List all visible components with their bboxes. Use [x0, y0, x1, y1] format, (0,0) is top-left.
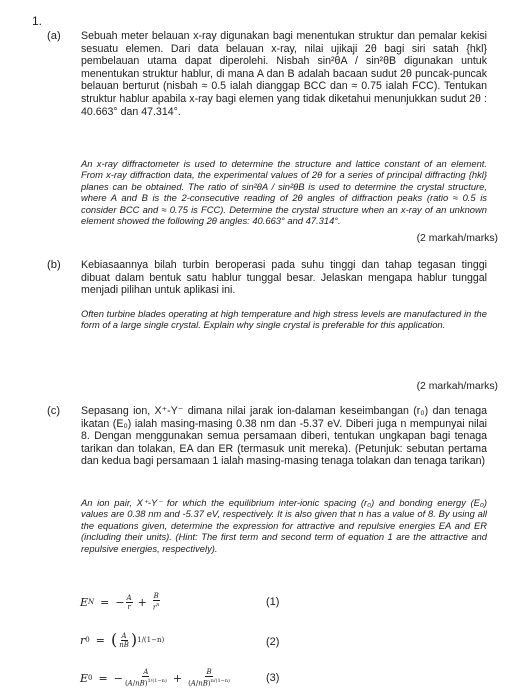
equation-3-number: (3) — [266, 672, 280, 684]
question-number: 1. — [32, 14, 43, 28]
part-b-marks: (2 markah/marks) — [416, 381, 498, 392]
part-b-malay-text: Kebiasaannya bilah turbin beroperasi pada suhu tinggi dan tahap tegasan tinggi dibuat dalam bentuk satu hablur tunggal besar. Jelaskan mengapa hablur tunggal menjadi pilihan untuk aplikasi ini. — [81, 259, 487, 297]
part-a-malay-text: Sebuah meter belauan x-ray digunakan bagi menentukan struktur dan pemalar kekisi sesuatu elemen. Dari data belauan x-ray, nilai ujikaji 2θ bagi siri satah {hkl} pembelauan utama dapat diperolehi. Nisbah sin²θA / sin²θB digunakan untuk menentukan struktur hablur, di mana A dan B adalah bacaan sudut 2θ puncak-puncak belauan berturut (nisbah ≈ 0.5 ialah dianggap BCC dan ≈ 0.75 ialah FCC). Tentukan struktur hablur apabila x-ray bagi elemen yang tidak diketahui menunjukkan sudut 2θ : 40.663° dan 47.314°. — [81, 30, 487, 118]
equation-1-number: (1) — [266, 596, 280, 608]
part-c-english-text: An ion pair, X⁺-Y⁻ for which the equilibrium inter-ionic spacing (r₀) and bonding energy (E₀) values are 0.38 nm and -5.37 eV, respectively. It is also given that n has a value of 8. By using all the equations given, determine the expression for attractive and repulsive energies EA and ER (including their units). (Hint: The first term and second term of equation 1 are the attractive and repulsive energies, respectively). — [81, 497, 487, 554]
part-a-label: (a) — [47, 30, 61, 42]
equation-2: r 0 = ( $\frac{A}{nB}$ ) 1/(1−n) — [80, 630, 165, 649]
part-a-marks: (2 markah/marks) — [416, 233, 498, 244]
part-b-label: (b) — [47, 259, 61, 271]
part-b-english-text: Often turbine blades operating at high temperature and high stress levels are manufactured in the form of a large single crystal. Explain why single crystal is preferable for this application. — [81, 308, 487, 331]
equation-3: E 0 = − $\frac{A}{(A/nB)^{1/(1-n)}}$ + $\frac{B}{(A/nB)^{n/(1-n)}}$ — [80, 668, 231, 688]
equation-1: E N = − $\frac{A}{r}$ + $\frac{B}{r^n}$ — [80, 592, 160, 612]
part-c-label: (c) — [47, 405, 61, 417]
equation-2-number: (2) — [266, 636, 280, 648]
part-a-english-text: An x-ray diffractometer is used to determine the structure and lattice constant of an element. From x-ray diffraction data, the experimental values of 2θ for a series of principal diffracting {hkl} planes can be obtained. The ratio of sin²θA / sin²θB is used to determine the crystal structure, where A and B is the 2-consecutive reading of 2θ angles of diffraction peaks (ratio ≈ 0.5 is consider BCC and ≈ 0.75 is FCC). Determine the crystal structure when an x-ray of an unknown element showed the following 2θ angles: 40.663° and 47.314°. — [81, 158, 487, 227]
part-c-malay-text: Sepasang ion, X⁺-Y⁻ dimana nilai jarak ion-dalaman keseimbangan (r₀) dan tenaga ikatan (E₀) ialah masing-masing 0.38 nm dan -5.37 eV. Diberi juga n mempunyai nilai 8. Dengan menggunakan semua persamaan diberi, tentukan ungkapan bagi tenaga tarikan dan tolakan, EA dan ER (termasuk unit mereka). (Petunjuk: sebutan pertama dan kedua bagi persamaan 1 ialah masing-masing tenaga tolakan dan tenaga tarikan) — [81, 405, 487, 468]
